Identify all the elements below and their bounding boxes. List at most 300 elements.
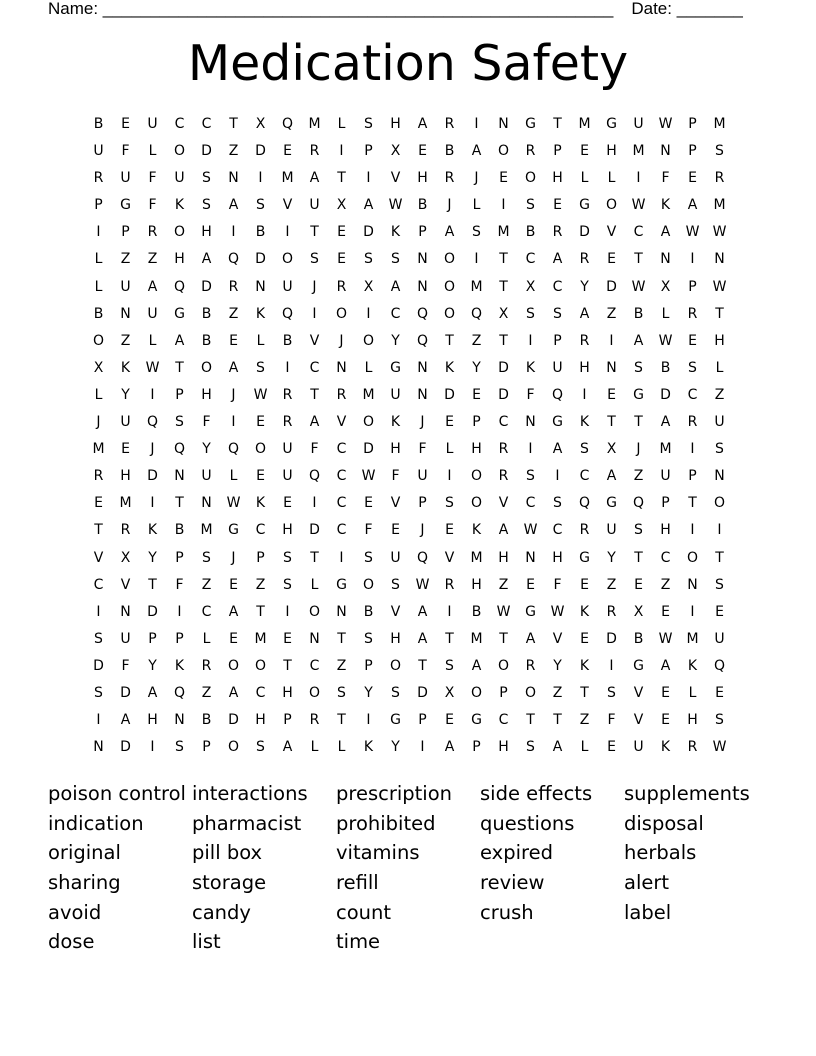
grid-cell[interactable]: R [687, 414, 698, 431]
grid-cell[interactable]: T [283, 657, 292, 674]
grid-cell[interactable]: R [714, 170, 725, 187]
grid-cell[interactable]: X [255, 116, 266, 132]
grid-cell[interactable]: O [497, 657, 510, 674]
grid-cell[interactable]: T [715, 305, 724, 322]
grid-cell[interactable]: N [336, 603, 347, 620]
grid-cell[interactable]: W [253, 386, 268, 403]
grid-cell[interactable]: A [660, 224, 671, 241]
grid-cell[interactable]: O [443, 305, 456, 322]
grid-cell[interactable]: C [579, 468, 590, 485]
grid-cell[interactable]: D [363, 441, 374, 458]
grid-cell[interactable]: D [309, 522, 320, 539]
grid-cell[interactable]: S [391, 684, 400, 701]
grid-cell[interactable]: O [362, 332, 375, 349]
grid-cell[interactable]: W [712, 278, 727, 295]
grid-cell[interactable]: A [228, 603, 239, 620]
grid-cell[interactable]: V [498, 495, 509, 512]
grid-cell[interactable]: L [256, 332, 265, 349]
grid-cell[interactable]: P [364, 143, 373, 160]
grid-cell[interactable]: C [390, 305, 401, 322]
grid-cell[interactable]: D [147, 603, 158, 620]
grid-cell[interactable]: K [390, 224, 401, 241]
grid-cell[interactable]: O [308, 684, 321, 701]
grid-cell[interactable]: O [470, 495, 483, 512]
grid-cell[interactable]: J [447, 197, 452, 214]
grid-cell[interactable]: N [417, 386, 428, 403]
grid-cell[interactable]: S [256, 359, 265, 376]
grid-cell[interactable]: R [309, 712, 320, 729]
grid-cell[interactable]: R [282, 414, 293, 431]
grid-cell[interactable]: H [471, 441, 482, 458]
grid-cell[interactable]: O [605, 197, 618, 214]
grid-cell[interactable]: V [309, 332, 320, 349]
grid-cell[interactable]: T [634, 414, 643, 431]
grid-cell[interactable]: Y [364, 684, 373, 701]
grid-cell[interactable]: O [254, 657, 267, 674]
grid-cell[interactable]: V [606, 224, 617, 241]
grid-cell[interactable]: N [417, 359, 428, 376]
grid-cell[interactable]: M [578, 116, 591, 132]
grid-cell[interactable]: J [96, 414, 101, 431]
grid-cell[interactable]: U [147, 116, 158, 132]
grid-cell[interactable]: M [470, 278, 483, 295]
grid-cell[interactable]: T [310, 386, 319, 403]
grid-cell[interactable]: O [470, 468, 483, 485]
grid-cell[interactable]: I [447, 468, 452, 485]
grid-cell[interactable]: Y [148, 549, 157, 566]
grid-cell[interactable]: I [528, 332, 533, 349]
grid-cell[interactable]: E [121, 116, 130, 132]
grid-cell[interactable]: I [96, 224, 101, 241]
grid-cell[interactable]: I [609, 332, 614, 349]
grid-cell[interactable]: Y [472, 359, 481, 376]
grid-cell[interactable]: V [390, 495, 401, 512]
grid-cell[interactable]: T [310, 224, 319, 241]
grid-cell[interactable]: P [175, 630, 184, 647]
grid-cell[interactable]: Q [173, 441, 186, 458]
grid-cell[interactable]: R [579, 522, 590, 539]
grid-cell[interactable]: T [499, 278, 508, 295]
grid-cell[interactable]: F [364, 522, 373, 539]
grid-cell[interactable]: Z [633, 468, 644, 485]
grid-cell[interactable]: X [93, 359, 104, 376]
grid-cell[interactable]: G [579, 197, 590, 214]
grid-cell[interactable]: K [579, 657, 590, 674]
grid-cell[interactable]: S [202, 549, 211, 566]
grid-cell[interactable]: W [685, 224, 700, 241]
grid-cell[interactable]: I [501, 197, 506, 214]
grid-cell[interactable]: E [229, 576, 238, 593]
grid-cell[interactable]: A [687, 197, 698, 214]
grid-cell[interactable]: G [525, 603, 536, 620]
name-field[interactable]: Name: ______________________________________________________ [48, 0, 614, 18]
grid-cell[interactable]: T [337, 712, 346, 729]
grid-cell[interactable]: T [256, 603, 265, 620]
grid-cell[interactable]: I [366, 712, 371, 729]
grid-cell[interactable]: N [498, 116, 509, 132]
grid-cell[interactable]: L [688, 684, 697, 701]
grid-cell[interactable]: U [714, 414, 725, 431]
grid-cell[interactable]: W [523, 522, 538, 539]
grid-cell[interactable]: P [256, 549, 265, 566]
date-field[interactable]: Date: _______ [631, 0, 743, 18]
grid-cell[interactable]: A [606, 468, 617, 485]
grid-cell[interactable]: W [361, 468, 376, 485]
grid-cell[interactable]: E [256, 414, 265, 431]
grid-cell[interactable]: I [690, 522, 695, 539]
grid-cell[interactable]: M [254, 630, 267, 647]
grid-cell[interactable]: A [444, 224, 455, 241]
grid-cell[interactable]: J [636, 441, 641, 458]
grid-cell[interactable]: M [308, 116, 321, 132]
grid-cell[interactable]: G [633, 386, 644, 403]
grid-cell[interactable]: T [175, 495, 184, 512]
grid-cell[interactable]: S [337, 684, 346, 701]
grid-cell[interactable]: O [362, 414, 375, 431]
grid-cell[interactable]: A [282, 739, 293, 756]
grid-cell[interactable]: V [336, 414, 347, 431]
grid-cell[interactable]: I [366, 170, 371, 187]
grid-cell[interactable]: B [660, 359, 671, 376]
grid-cell[interactable]: S [580, 441, 589, 458]
grid-cell[interactable]: P [553, 143, 562, 160]
grid-cell[interactable]: R [687, 739, 698, 756]
grid-cell[interactable]: E [580, 143, 589, 160]
grid-cell[interactable]: O [362, 576, 375, 593]
grid-cell[interactable]: F [148, 170, 157, 187]
grid-cell[interactable]: D [417, 684, 428, 701]
grid-cell[interactable]: H [660, 522, 671, 539]
grid-cell[interactable]: Y [391, 739, 400, 756]
grid-cell[interactable]: S [688, 359, 697, 376]
grid-cell[interactable]: T [94, 522, 103, 539]
grid-cell[interactable]: A [309, 170, 320, 187]
grid-cell[interactable]: F [202, 414, 211, 431]
grid-cell[interactable]: U [201, 468, 212, 485]
grid-cell[interactable]: A [552, 251, 563, 268]
grid-cell[interactable]: R [309, 143, 320, 160]
grid-cell[interactable]: A [417, 603, 428, 620]
grid-cell[interactable]: Z [579, 712, 590, 729]
grid-cell[interactable]: E [445, 414, 454, 431]
grid-cell[interactable]: O [227, 657, 240, 674]
grid-cell[interactable]: Q [281, 305, 294, 322]
grid-cell[interactable]: K [660, 739, 671, 756]
grid-cell[interactable]: H [714, 332, 725, 349]
grid-cell[interactable]: P [418, 712, 427, 729]
grid-cell[interactable]: L [337, 116, 346, 132]
grid-cell[interactable]: K [579, 603, 590, 620]
grid-cell[interactable]: E [229, 630, 238, 647]
grid-cell[interactable]: I [690, 603, 695, 620]
grid-cell[interactable]: E [715, 684, 724, 701]
grid-cell[interactable]: S [715, 143, 724, 160]
grid-cell[interactable]: O [173, 224, 186, 241]
grid-cell[interactable]: R [282, 386, 293, 403]
grid-cell[interactable]: N [660, 251, 671, 268]
grid-cell[interactable]: N [93, 739, 104, 756]
grid-cell[interactable]: B [417, 197, 428, 214]
grid-cell[interactable]: W [658, 630, 673, 647]
grid-cell[interactable]: E [418, 143, 427, 160]
grid-cell[interactable]: S [445, 495, 454, 512]
grid-cell[interactable]: H [255, 712, 266, 729]
grid-cell[interactable]: S [634, 522, 643, 539]
grid-cell[interactable]: U [93, 143, 104, 160]
grid-cell[interactable]: N [174, 712, 185, 729]
grid-cell[interactable]: Q [173, 684, 186, 701]
grid-cell[interactable]: O [389, 657, 402, 674]
grid-cell[interactable]: B [174, 522, 185, 539]
grid-cell[interactable]: B [93, 116, 104, 132]
grid-cell[interactable]: S [391, 576, 400, 593]
grid-cell[interactable]: C [336, 468, 347, 485]
grid-cell[interactable]: Z [228, 143, 239, 160]
grid-cell[interactable]: K [579, 414, 590, 431]
grid-cell[interactable]: A [228, 684, 239, 701]
grid-cell[interactable]: B [201, 305, 212, 322]
grid-cell[interactable]: Y [607, 549, 616, 566]
grid-cell[interactable]: X [498, 305, 509, 322]
grid-cell[interactable]: D [201, 278, 212, 295]
grid-cell[interactable]: N [417, 278, 428, 295]
grid-cell[interactable]: V [633, 684, 644, 701]
grid-cell[interactable]: R [444, 170, 455, 187]
grid-cell[interactable]: W [631, 278, 646, 295]
grid-cell[interactable]: I [285, 359, 290, 376]
grid-cell[interactable]: A [309, 414, 320, 431]
grid-cell[interactable]: A [660, 414, 671, 431]
grid-cell[interactable]: P [688, 116, 697, 132]
grid-cell[interactable]: X [336, 197, 347, 214]
grid-cell[interactable]: F [310, 441, 319, 458]
grid-cell[interactable]: F [121, 657, 130, 674]
grid-cell[interactable]: P [94, 197, 103, 214]
grid-cell[interactable]: F [607, 712, 616, 729]
grid-cell[interactable]: S [310, 251, 319, 268]
grid-cell[interactable]: P [553, 332, 562, 349]
grid-cell[interactable]: R [120, 522, 131, 539]
grid-cell[interactable]: J [339, 332, 344, 349]
grid-cell[interactable]: I [420, 739, 425, 756]
grid-cell[interactable]: N [201, 495, 212, 512]
grid-cell[interactable]: U [417, 468, 428, 485]
grid-cell[interactable]: S [607, 684, 616, 701]
grid-cell[interactable]: L [94, 251, 103, 268]
grid-cell[interactable]: S [364, 251, 373, 268]
grid-cell[interactable]: P [283, 712, 292, 729]
grid-cell[interactable]: Y [202, 441, 211, 458]
grid-cell[interactable]: N [255, 278, 266, 295]
grid-cell[interactable]: E [526, 576, 535, 593]
grid-cell[interactable]: K [687, 657, 698, 674]
grid-cell[interactable]: S [526, 197, 535, 214]
grid-cell[interactable]: S [445, 657, 454, 674]
grid-cell[interactable]: N [228, 170, 239, 187]
grid-cell[interactable]: B [633, 630, 644, 647]
grid-cell[interactable]: I [96, 712, 101, 729]
grid-cell[interactable]: X [525, 278, 536, 295]
grid-cell[interactable]: S [553, 495, 562, 512]
grid-cell[interactable]: I [150, 495, 155, 512]
grid-cell[interactable]: T [418, 657, 427, 674]
grid-cell[interactable]: I [609, 657, 614, 674]
grid-cell[interactable]: E [364, 495, 373, 512]
grid-cell[interactable]: P [661, 495, 670, 512]
grid-cell[interactable]: U [120, 630, 131, 647]
grid-cell[interactable]: M [497, 224, 510, 241]
grid-cell[interactable]: E [553, 197, 562, 214]
grid-cell[interactable]: K [174, 657, 185, 674]
grid-cell[interactable]: E [607, 386, 616, 403]
grid-cell[interactable]: R [606, 603, 617, 620]
grid-cell[interactable]: O [92, 332, 105, 349]
grid-cell[interactable]: L [310, 576, 319, 593]
grid-cell[interactable]: O [443, 251, 456, 268]
grid-cell[interactable]: L [94, 278, 103, 295]
grid-cell[interactable]: U [633, 739, 644, 756]
grid-cell[interactable]: M [470, 630, 483, 647]
grid-cell[interactable]: R [228, 278, 239, 295]
grid-cell[interactable]: H [390, 630, 401, 647]
grid-cell[interactable]: F [661, 170, 670, 187]
grid-cell[interactable]: R [525, 657, 536, 674]
grid-cell[interactable]: K [660, 197, 671, 214]
grid-cell[interactable]: O [524, 684, 537, 701]
grid-cell[interactable]: Z [552, 684, 563, 701]
grid-cell[interactable]: M [659, 441, 672, 458]
grid-cell[interactable]: G [552, 414, 563, 431]
grid-cell[interactable]: T [337, 170, 346, 187]
grid-cell[interactable]: I [339, 143, 344, 160]
grid-cell[interactable]: B [93, 305, 104, 322]
grid-cell[interactable]: E [661, 603, 670, 620]
grid-cell[interactable]: C [552, 522, 563, 539]
grid-cell[interactable]: L [148, 332, 157, 349]
grid-cell[interactable]: F [391, 468, 400, 485]
grid-cell[interactable]: C [336, 522, 347, 539]
grid-cell[interactable]: T [715, 549, 724, 566]
grid-cell[interactable]: U [282, 278, 293, 295]
grid-cell[interactable]: R [93, 468, 104, 485]
grid-cell[interactable]: Z [255, 576, 266, 593]
grid-cell[interactable]: I [150, 739, 155, 756]
grid-cell[interactable]: L [445, 441, 454, 458]
grid-cell[interactable]: W [388, 197, 403, 214]
grid-cell[interactable]: E [688, 170, 697, 187]
grid-cell[interactable]: P [364, 657, 373, 674]
grid-cell[interactable]: G [336, 576, 347, 593]
grid-cell[interactable]: S [364, 116, 373, 132]
grid-cell[interactable]: N [714, 251, 725, 268]
grid-cell[interactable]: A [471, 657, 482, 674]
grid-cell[interactable]: U [282, 468, 293, 485]
grid-cell[interactable]: S [715, 441, 724, 458]
grid-cell[interactable]: P [175, 386, 184, 403]
grid-cell[interactable]: B [201, 332, 212, 349]
grid-cell[interactable]: D [444, 386, 455, 403]
grid-cell[interactable]: Q [416, 305, 429, 322]
grid-cell[interactable]: R [552, 224, 563, 241]
grid-cell[interactable]: E [661, 712, 670, 729]
grid-cell[interactable]: K [120, 359, 131, 376]
grid-cell[interactable]: I [231, 414, 236, 431]
grid-cell[interactable]: E [445, 522, 454, 539]
grid-cell[interactable]: M [632, 143, 645, 160]
grid-cell[interactable]: T [688, 495, 697, 512]
grid-cell[interactable]: L [715, 359, 724, 376]
grid-cell[interactable]: T [445, 332, 454, 349]
grid-cell[interactable]: E [715, 603, 724, 620]
grid-cell[interactable]: C [525, 251, 536, 268]
grid-cell[interactable]: C [336, 441, 347, 458]
grid-cell[interactable]: Z [336, 657, 347, 674]
grid-cell[interactable]: C [201, 116, 212, 132]
grid-cell[interactable]: T [229, 116, 238, 132]
grid-cell[interactable]: X [633, 603, 644, 620]
grid-cell[interactable]: E [94, 495, 103, 512]
grid-cell[interactable]: V [390, 170, 401, 187]
grid-cell[interactable]: O [335, 305, 348, 322]
grid-cell[interactable]: Y [121, 386, 130, 403]
grid-cell[interactable]: S [364, 630, 373, 647]
grid-cell[interactable]: B [363, 603, 374, 620]
grid-cell[interactable]: L [310, 739, 319, 756]
grid-cell[interactable]: I [447, 603, 452, 620]
grid-cell[interactable]: O [470, 684, 483, 701]
grid-cell[interactable]: G [120, 197, 131, 214]
grid-cell[interactable]: U [552, 359, 563, 376]
grid-cell[interactable]: L [472, 197, 481, 214]
grid-cell[interactable]: X [120, 549, 131, 566]
grid-cell[interactable]: T [580, 684, 589, 701]
grid-cell[interactable]: F [175, 576, 184, 593]
grid-cell[interactable]: O [524, 170, 537, 187]
grid-cell[interactable]: O [308, 603, 321, 620]
grid-cell[interactable]: G [390, 359, 401, 376]
grid-cell[interactable]: P [202, 739, 211, 756]
grid-cell[interactable]: T [526, 712, 535, 729]
grid-cell[interactable]: V [120, 576, 131, 593]
grid-cell[interactable]: O [254, 441, 267, 458]
grid-cell[interactable]: Q [470, 305, 483, 322]
grid-cell[interactable]: E [121, 441, 130, 458]
grid-cell[interactable]: R [498, 441, 509, 458]
grid-cell[interactable]: R [201, 657, 212, 674]
grid-cell[interactable]: S [256, 739, 265, 756]
grid-cell[interactable]: I [150, 386, 155, 403]
grid-cell[interactable]: S [202, 197, 211, 214]
grid-cell[interactable]: J [231, 549, 236, 566]
grid-cell[interactable]: K [147, 522, 158, 539]
grid-cell[interactable]: I [636, 170, 641, 187]
grid-cell[interactable]: R [93, 170, 104, 187]
grid-cell[interactable]: C [201, 603, 212, 620]
grid-cell[interactable]: E [445, 712, 454, 729]
grid-cell[interactable]: I [285, 603, 290, 620]
grid-cell[interactable]: T [148, 576, 157, 593]
grid-cell[interactable]: S [715, 576, 724, 593]
grid-cell[interactable]: K [174, 197, 185, 214]
grid-cell[interactable]: Q [416, 549, 429, 566]
grid-cell[interactable]: Z [147, 251, 158, 268]
grid-cell[interactable]: A [444, 739, 455, 756]
grid-cell[interactable]: E [688, 332, 697, 349]
grid-cell[interactable]: D [606, 278, 617, 295]
grid-cell[interactable]: Q [578, 495, 591, 512]
grid-cell[interactable]: U [120, 414, 131, 431]
grid-cell[interactable]: H [282, 684, 293, 701]
